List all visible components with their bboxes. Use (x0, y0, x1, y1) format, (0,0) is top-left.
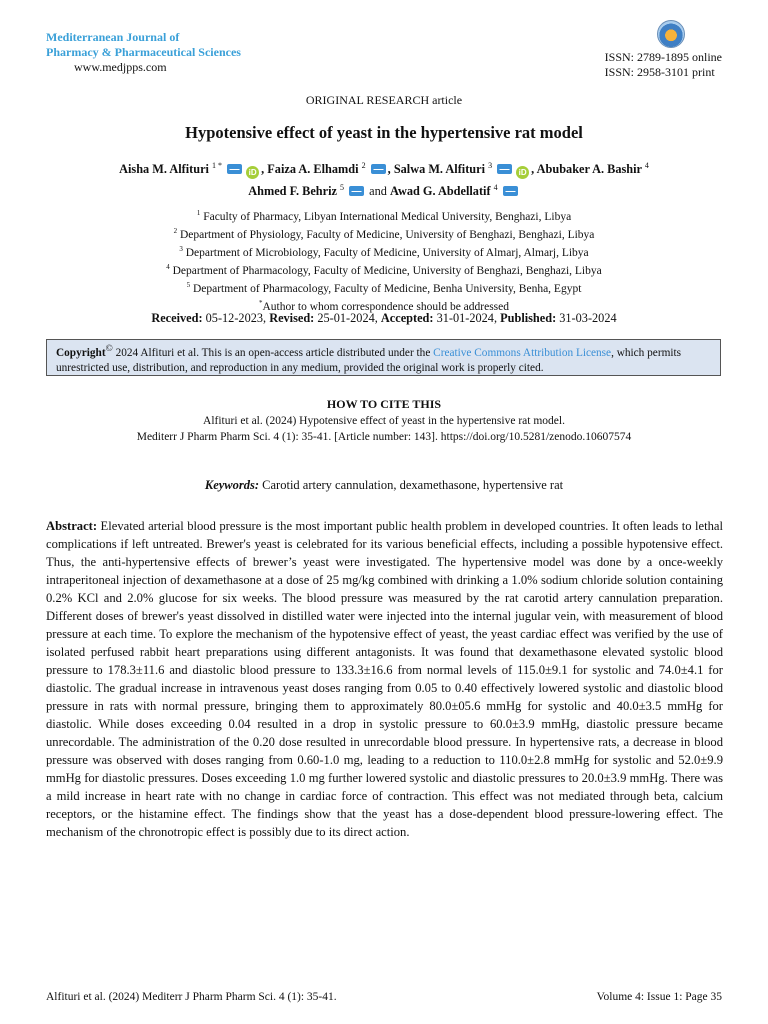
author-name: Abubaker A. Bashir (536, 162, 642, 177)
issn-block (605, 20, 722, 80)
article-type: ORIGINAL RESEARCH article (305, 93, 463, 107)
affiliation-sup: 4 (166, 263, 170, 272)
footer-page-info: Volume 4: Issue 1: Page 35 (596, 991, 722, 1003)
published-label: Published: (500, 311, 557, 325)
author-name: Ahmed F. Behriz (248, 184, 337, 199)
affiliation-sup: 5 (186, 281, 191, 290)
affiliation-item (0, 242, 768, 260)
journal-name-line1: Mediterranean Journal of (46, 30, 180, 44)
author-separator: , (387, 162, 394, 177)
mail-icon[interactable] (349, 186, 364, 196)
affiliation-text: Department of Pharmacology, Faculty of Medicine, University of Benghazi, Benghazi, Libya (172, 264, 602, 277)
keywords-label: Keywords: (204, 478, 260, 492)
paper-title: Hypotensive effect of yeast in the hypertensive rat model (185, 123, 583, 142)
author-separator: and (366, 184, 391, 199)
mail-icon[interactable] (503, 186, 518, 196)
author-name: Aisha M. Alfituri (119, 162, 209, 177)
journal-name-line2: Pharmacy & Pharmaceutical Sciences (46, 45, 241, 59)
received-date: 05-12-2023 (205, 311, 264, 325)
article-dates: Received: 05-12-2023, Revised: 25-01-2024, Accepted: 31-01-2024, Published: 31-03-2024 (151, 311, 617, 325)
affiliation-sup: 3 (179, 245, 183, 254)
license-link[interactable]: Creative Commons Attribution License (433, 346, 612, 359)
journal-logo-icon (657, 20, 685, 48)
affiliations (0, 206, 768, 314)
affiliation-sup: * (258, 299, 263, 308)
accepted-label: Accepted: (380, 311, 434, 325)
author-list (60, 157, 708, 200)
revised-date: 25-01-2024 (317, 311, 375, 325)
revised-label: Revised: (269, 311, 315, 325)
author-affil-sup: 3 (488, 161, 493, 170)
citation-line2[interactable]: Mediterr J Pharm Pharm Sci. 4 (1): 35-41. [Article number: 143]. https://doi.org/10.5281/zenodo.10607574 (136, 431, 632, 443)
accepted-date: 31-01-2024 (436, 311, 494, 325)
author-name: Awad G. Abdellatif (390, 184, 491, 199)
affiliation-text: Department of Physiology, Faculty of Medicine, University of Benghazi, Benghazi, Libya (179, 228, 595, 241)
mail-icon[interactable] (227, 164, 242, 174)
issn-print: ISSN: 2958-3101 print (604, 65, 715, 79)
author-affil-sup: 5 (340, 183, 345, 193)
affiliation-text: Department of Pharmacology, Faculty of Medicine, Benha University, Benha, Egypt (192, 282, 582, 295)
keywords (0, 478, 768, 493)
affiliation-sup: 1 (196, 209, 201, 217)
footer-citation: Alfituri et al. (2024) Mediterr J Pharm Pharm Sci. 4 (1): 35-41. (46, 991, 337, 1003)
mail-icon[interactable] (497, 164, 512, 174)
affiliation-item (0, 224, 768, 242)
orcid-icon[interactable]: iD (516, 166, 529, 179)
copyright-box (46, 339, 721, 376)
affiliation-text: Department of Microbiology, Faculty of Medicine, University of Almarj, Almarj, Libya (185, 246, 589, 259)
citation-line1: Alfituri et al. (2024) Hypotensive effect of yeast in the hypertensive rat model. (203, 415, 565, 427)
author-affil-sup: 4 (493, 183, 498, 193)
citation (0, 413, 768, 445)
issn-online: ISSN: 2789-1895 online (604, 50, 722, 64)
author-affil-sup: 4 (644, 161, 649, 170)
received-label: Received: (151, 311, 203, 325)
published-date: 31-03-2024 (559, 311, 617, 325)
author-name: Faiza A. Elhamdi (267, 162, 359, 177)
author-affil-sup: 1 * (212, 161, 223, 170)
author-affil-sup: 2 (361, 161, 366, 170)
abstract (46, 517, 723, 841)
orcid-icon[interactable]: iD (246, 166, 259, 179)
affiliation-sup: 2 (173, 227, 178, 236)
copyright-text: 2024 Alfituri et al. This is an open-access article distributed under the (112, 346, 434, 359)
keywords-text: Carotid artery cannulation, dexamethasone, hypertensive rat (259, 478, 564, 492)
mail-icon[interactable] (371, 164, 386, 174)
affiliation-text: Faculty of Pharmacy, Libyan International Medical University, Benghazi, Libya (203, 210, 572, 223)
journal-header (46, 30, 241, 75)
affiliation-text: Author to whom correspondence should be addressed (262, 300, 510, 313)
copyright-text-end: , which permits unrestricted use, distribution, and reproduction in any medium, provided the original work is properly cited. (56, 346, 682, 374)
affiliation-item (0, 206, 768, 224)
abstract-text: Elevated arterial blood pressure is the most important public health problem in developed countries. It often leads to lethal complications if left untreated. Brewer's yeast is celebrated for its various beneficial effects, including a possible hypotensive effect. Thus, the anti-hypertensive effects of brewer’s yeast were investigated. The hypertensive model was done by a once-weekly intraperitoneal injection of dexamethasone at a dose of 25 mg/kg combined with drinking a 1.0% sodium chloride solution containing 0.2% KCl and 2.0% glucose for six weeks. The blood pressure was measured by the rat carotid artery cannulation preparation. Different doses of brewer's yeast dissolved in distilled water were injected into the internal jugular vein, with measurement of blood pressure at each time. To explore the mechanism of the hypotensive effect of yeast, the yeast cardiac effect was verified by the use of isolated perfused rabbit heart preparations using different antagonists. It was found that dexamethasone elevated systolic blood pressure to 178.3±11.6 and diastolic blood pressure to 133.3±16.6 from normal levels of 115.0±9.1 for systolic and 74.0±4.1 for diastolic. The gradual increase in intravenous yeast doses ranging from 0.05 to 0.40 effectively lowered systolic and diastolic blood pressure in rats with normal pressure, bringing them to approximately 80.0±05.6 mmHg for systolic and 40.0±3.5 mmHg for diastolic. While doses exceeding 0.04 resulted in a drop in systolic pressure to 60.0±3.9 mmHg, diastolic pressure became unrecordable. The administration of the 0.20 dose resulted in unrecordable blood pressure. In hypertensive rats, a decrease in blood pressure was observed with doses ranging from 0.60-1.0 mg, leading to a reduction to 110.0±2.8 mmHg for systolic and 52.0±9.9 mmHg for diastolic pressures. Doses exceeding 1.0 mg further lowered systolic and diastolic pressures to 20.0±3.9 mmHg. There was a mild increase in heart rate with no change in cardiac force of contraction. This effect was not mediated through beta, calcium receptors, or the histamine effect. The findings show that the yeast has a dose-dependent blood pressure-lowering effect. The mechanism of the chronotropic effect is possibly due to its direct action. (46, 519, 723, 839)
cite-heading: HOW TO CITE THIS (326, 397, 442, 411)
author-separator: , (261, 162, 268, 177)
copyright-symbol: © (105, 344, 113, 354)
journal-url[interactable]: www.medjpps.com (74, 60, 167, 74)
copyright-label: Copyright (56, 346, 106, 359)
author-separator: , (531, 162, 537, 177)
author-name: Salwa M. Alfituri (393, 162, 486, 177)
affiliation-item (0, 260, 768, 278)
abstract-label: Abstract: (46, 519, 98, 533)
affiliation-item (0, 278, 768, 296)
